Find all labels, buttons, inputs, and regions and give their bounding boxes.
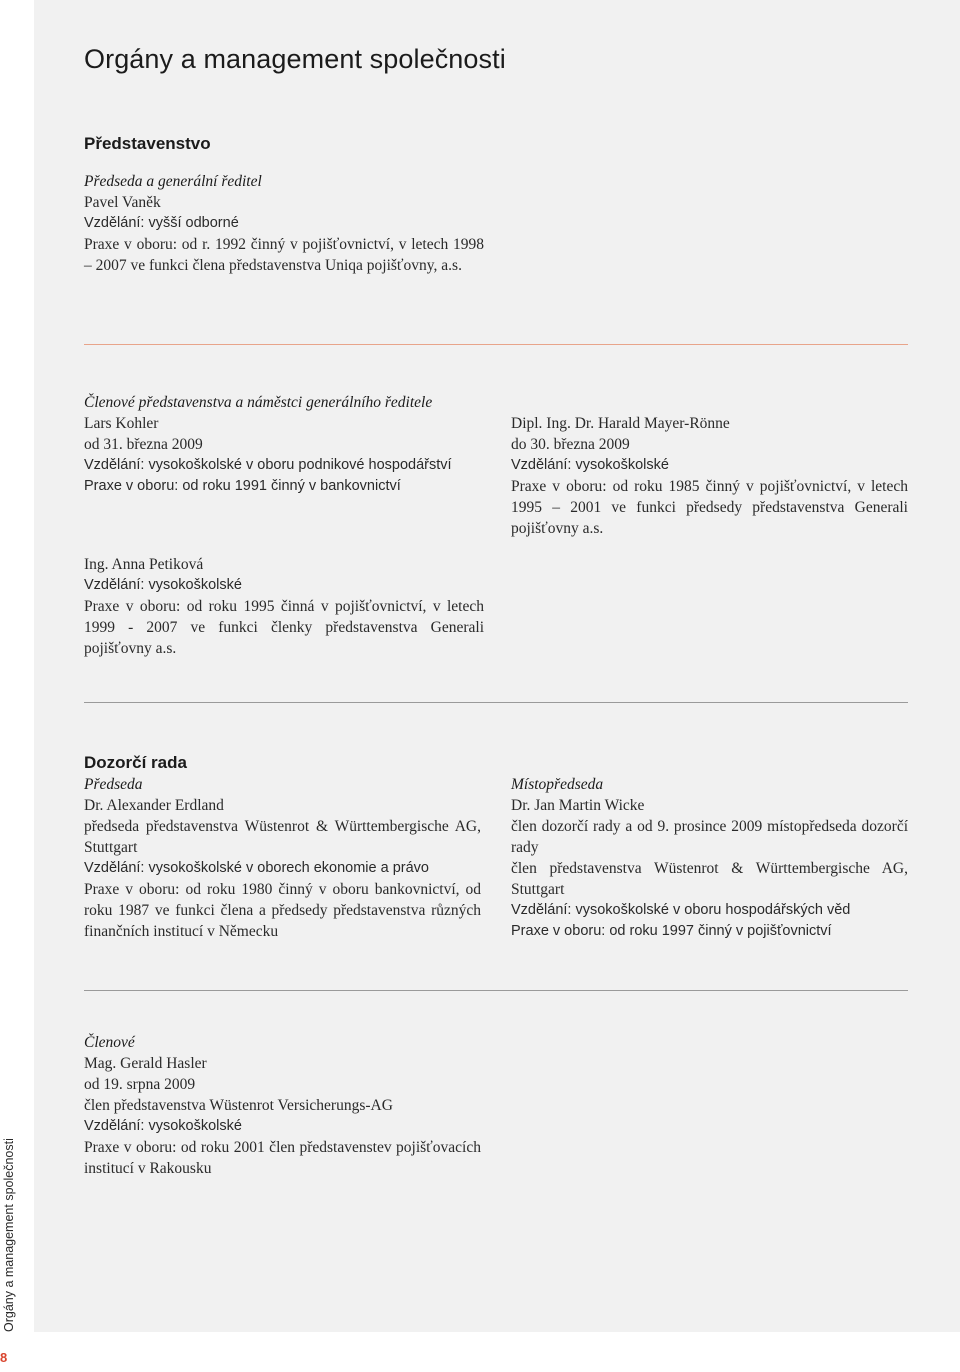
member-since: do 30. března 2009 xyxy=(511,436,630,453)
member-name: Dipl. Ing. Dr. Harald Mayer-Rönne xyxy=(511,415,730,432)
supervisory-chair-position: předseda představenstva Wüstenrot & Württembergische AG, Stuttgart xyxy=(84,818,481,856)
member-name: Ing. Anna Petiková xyxy=(84,556,204,573)
divider xyxy=(84,702,908,703)
member-position: člen představenstva Wüstenrot Versicherungs-AG xyxy=(84,1097,393,1114)
divider xyxy=(84,344,908,345)
board-member-block xyxy=(511,413,908,539)
member-education: Vzdělání: vysokoškolské xyxy=(511,457,669,473)
supervisory-vice-education: Vzdělání: vysokoškolské v oboru hospodářských věd xyxy=(511,902,851,918)
supervisory-vice-position: člen představenstva Wüstenrot & Württembergische AG, Stuttgart xyxy=(511,860,908,898)
board-chair-practice: Praxe v oboru: od r. 1992 činný v pojišťovnictví, v letech 1998 – 2007 ve funkci člena představenstva Uniqa pojišťovny, a.s. xyxy=(84,236,484,274)
member-practice: Praxe v oboru: od roku 1995 činná v pojišťovnictví, v letech 1999 - 2007 ve funkci členky představenstva Generali pojišťovny a.s. xyxy=(84,598,484,657)
page-number: 8 xyxy=(0,1350,8,1365)
supervisory-chair-name: Dr. Alexander Erdland xyxy=(84,797,224,814)
board-members-role xyxy=(84,392,504,413)
board-chair-name: Pavel Vaněk xyxy=(84,194,161,211)
supervisory-chair-education: Vzdělání: vysokoškolské v oborech ekonomie a právo xyxy=(84,860,429,876)
supervisory-vice-role: Místopředseda xyxy=(511,776,604,793)
member-education: Vzdělání: vysokoškolské xyxy=(84,1118,242,1134)
supervisory-member-block xyxy=(84,1032,481,1179)
board-member-block xyxy=(84,554,484,659)
member-practice: Praxe v oboru: od roku 1991 činný v bankovnictví xyxy=(84,478,401,494)
board-members-role-text: Členové představenstva a náměstci generálního ředitele xyxy=(84,394,433,411)
member-name: Lars Kohler xyxy=(84,415,159,432)
supervisory-vice-name: Dr. Jan Martin Wicke xyxy=(511,797,645,814)
supervisory-chair-block xyxy=(84,774,481,942)
member-name: Mag. Gerald Hasler xyxy=(84,1055,207,1072)
member-education: Vzdělání: vysokoškolské xyxy=(84,577,242,593)
board-member-block xyxy=(84,413,484,497)
member-since: od 19. srpna 2009 xyxy=(84,1076,196,1093)
supervisory-heading: Dozorčí rada xyxy=(84,753,187,772)
supervisory-vice-block xyxy=(511,774,908,942)
divider xyxy=(84,990,908,991)
page-title: Orgány a management společnosti xyxy=(84,44,506,74)
board-heading: Představenstvo xyxy=(84,134,211,153)
member-education: Vzdělání: vysokoškolské v oboru podnikové hospodářství xyxy=(84,457,452,473)
side-running-title: Orgány a management společnosti xyxy=(2,1138,16,1332)
supervisory-chair-practice: Praxe v oboru: od roku 1980 činný v oboru bankovnictví, od roku 1987 ve funkci člena a předsedy představenstva různých finančních institucí v Německu xyxy=(84,881,481,940)
supervisory-vice-position: člen dozorčí rady a od 9. prosince 2009 místopředseda dozorčí rady xyxy=(511,818,908,856)
member-practice: Praxe v oboru: od roku 1985 činný v pojišťovnictví, v letech 1995 – 2001 ve funkci předsedy představenstva Generali pojišťovny a.s. xyxy=(511,478,908,537)
member-since: od 31. března 2009 xyxy=(84,436,203,453)
supervisory-chair-role: Předseda xyxy=(84,776,143,793)
supervisory-members-role: Členové xyxy=(84,1034,135,1051)
supervisory-vice-practice: Praxe v oboru: od roku 1997 činný v pojišťovnictví xyxy=(511,923,832,939)
board-chair-block xyxy=(84,171,484,276)
member-practice: Praxe v oboru: od roku 2001 člen představenstev pojišťovacích institucí v Rakousku xyxy=(84,1139,481,1177)
board-chair-education: Vzdělání: vyšší odborné xyxy=(84,215,239,231)
board-chair-role: Předseda a generální ředitel xyxy=(84,173,262,190)
